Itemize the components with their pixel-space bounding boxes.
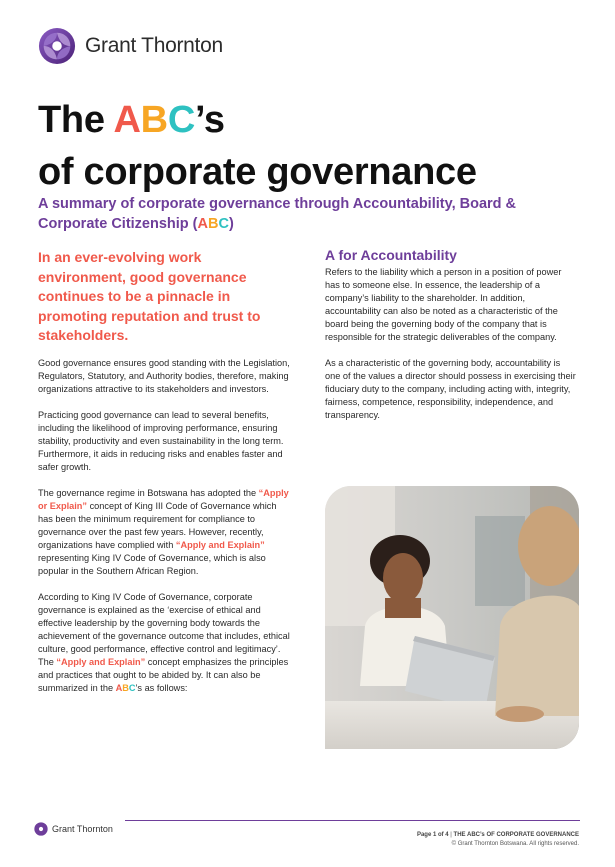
subtitle-text: A summary of corporate governance through Accountability, Board & Corporate Citizenship ( <box>38 196 517 232</box>
header-logo <box>38 27 223 65</box>
right-column <box>325 266 577 435</box>
grant-thornton-footer-icon <box>34 822 48 836</box>
title-letter-a: A <box>113 99 141 141</box>
left-paragraph-4 <box>38 591 290 695</box>
title-letter-c: C <box>167 99 195 141</box>
subtitle <box>38 194 583 234</box>
meeting-photo-illustration <box>325 486 579 749</box>
grant-thornton-logo-icon <box>38 27 76 65</box>
apply-or-explain-highlight: “Apply or Explain” <box>38 488 289 511</box>
brand-name: Grant Thornton <box>85 34 223 57</box>
p3-text-a: The governance regime in Botswana has adopted the <box>38 488 259 498</box>
footer-brand-name: Grant Thornton <box>52 824 113 834</box>
p4-text-a: According to King IV Code of Governance, corporate governance is explained as the ‘exercise of ethical and effective leadership by the governing body towards the achievement of the governance outcome that includes, ethical culture, good performance, effective control and legitimacy’. The <box>38 592 290 667</box>
p4-text-b: concept emphasizes the principles and practices that ought to be abided by. It can also be summarized in the <box>38 657 289 693</box>
lead-statement: In an ever-evolving work environment, good governance continues to be a pinnacle in promoting reputation and trust to stakeholders. <box>38 249 261 343</box>
p4-text-c: ’s as follows: <box>135 683 188 693</box>
p3-text-b: concept of King III Code of Governance which has been the minimum requirement for compliance to governance over the past few years. However, recently, organizations have complied with <box>38 501 277 550</box>
subtitle-letter-b: B <box>208 216 219 232</box>
footer-logo <box>34 822 113 836</box>
left-paragraph-2: Practicing good governance can lead to several benefits, including the likelihood of improving performance, ensuring stability, productivity and even sustainability in the long term. Furthermore, it aids in reducing risks and enables faster and safer growth. <box>38 410 284 472</box>
left-column <box>38 357 290 708</box>
subtitle-letter-c: C <box>218 216 229 232</box>
title-line2: of corporate governance <box>38 151 477 193</box>
accountability-heading: A for Accountability <box>325 247 457 263</box>
footer-divider <box>125 820 580 821</box>
meeting-photo <box>325 486 579 749</box>
subtitle-close: ) <box>228 216 234 232</box>
copyright: © Grant Thornton Botswana. All rights reserved. <box>451 841 579 847</box>
apply-and-explain-highlight: “Apply and Explain” <box>175 540 265 550</box>
footer-text <box>417 831 579 849</box>
title-suffix: ’s <box>194 99 225 141</box>
footer-page-line <box>417 831 579 840</box>
footer-separator: | <box>448 832 454 838</box>
accountability-paragraph-2: As a characteristic of the governing body, accountability is one of the values a director should possess in exercising their fiduciary duty to the company, including acting with, integrity, fairness, competence, responsibility, independence, and transparency. <box>325 358 576 420</box>
title-prefix: The <box>38 99 114 141</box>
left-paragraph-3 <box>38 487 290 578</box>
abc-letter-a: A <box>115 683 123 693</box>
footer-doc-title: THE ABC’s OF CORPORATE GOVERNANCE <box>453 832 579 838</box>
title-letter-b: B <box>140 99 168 141</box>
p3-text-c: representing King IV Code of Governance, which is also popular in the Southern African Region. <box>38 553 266 576</box>
subtitle-letter-a: A <box>197 216 208 232</box>
abc-letter-b: B <box>122 683 129 693</box>
left-paragraph-1: Good governance ensures good standing with the Legislation, Regulators, Statutory, and Authority bodies, therefore, making organizations attractive to its stakeholders and investors. <box>38 358 290 394</box>
apply-and-explain-highlight-2: “Apply and Explain” <box>56 657 146 667</box>
page-title <box>38 94 477 198</box>
accountability-paragraph-1: Refers to the liability which a person in a position of power has to someone else. In essence, the leadership of a company’s liability to the shareholder. In addition, accountability can also be noted as a characteristic of the board being the governing body of the company that is responsible for the strategic deliverables of the company. <box>325 267 562 342</box>
page-number: Page 1 of 4 <box>416 832 449 838</box>
abc-letter-c: C <box>128 683 136 693</box>
